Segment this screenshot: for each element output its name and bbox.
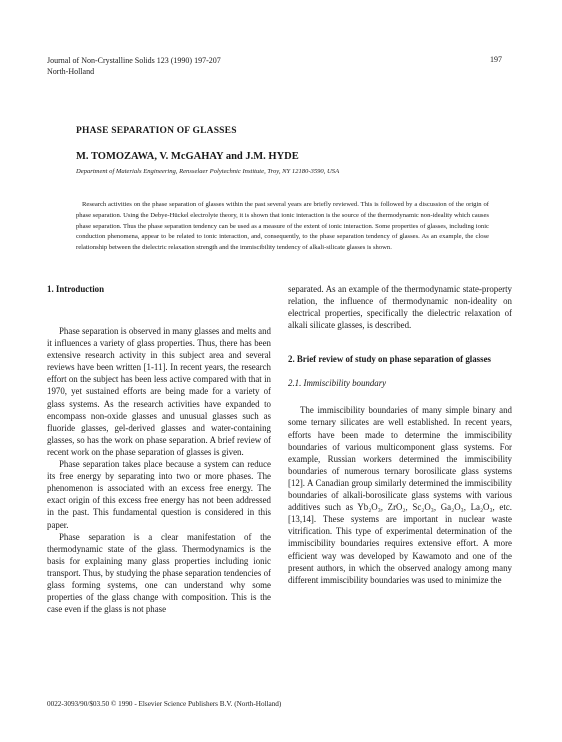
- paragraph: separated. As an example of the thermodynamic state-property relation, the influence of thermodynamic non-ideality on electrical properties, specifically the dielectric relaxation of alkali silicate glasses, is described.: [288, 284, 512, 331]
- subsection-heading-immiscibility: 2.1. Immiscibility boundary: [288, 378, 387, 389]
- page-number: 197: [490, 55, 502, 64]
- paragraph: Phase separation takes place because a system can reduce its free energy by separating into two or more phases. The phenomenon is associated with an excess free energy. The exact origin of this excess free energy has not been addressed in the past. This fundamental question is considered in this paper.: [47, 459, 271, 530]
- copyright-footer: 0022-3093/90/$03.50 © 1990 - Elsevier Science Publishers B.V. (North-Holland): [47, 700, 282, 708]
- paragraph: Phase separation is observed in many glasses and melts and it influences a variety of glass properties. Thus, there has been extensive research activity in this subject area and several reviews have been written [1-11]. In recent years, the research effort on the subject has been less active compared with that in 1970, yet sustained efforts are being made for a variety of glass systems. As the research activities have expanded to encompass non-oxide glasses and unusual glasses such as fluoride glasses, gel-derived glasses and water-containing glasses, so has the work on phase separation. A brief review of recent work on the phase separation of glasses is given.: [47, 326, 271, 457]
- publisher: North-Holland: [47, 67, 95, 76]
- section-heading-review: 2. Brief review of study on phase separation of glasses: [288, 354, 491, 365]
- journal-name: Journal of Non-Crystalline Solids 123 (1990) 197-207: [47, 56, 221, 65]
- right-column: [288, 283, 512, 586]
- left-column: [47, 283, 271, 615]
- abstract: Research activities on the phase separation of glasses within the past several years are briefly reviewed. This is followed by a discussion of the origin of phase separation. Using the Debye-Hückel electrolyte theory, it is shown that ionic interaction is the source of the thermodynamic non-ideality which causes phase separation. Thus the phase separation tendency can be used as a measure of the extent of ionic interaction. Some properties of glasses, including ionic conduction phenomena, appear to be related to ionic interaction, and, consequently, to the phase separation tendency of glasses. As an example, the close relationship between the dielectric relaxation strength and the immiscibility tendency of alkali-silicate glasses is shown.: [76, 201, 489, 252]
- paper-title: PHASE SEPARATION OF GLASSES: [76, 126, 237, 136]
- affiliation: Department of Materials Engineering, Rensselaer Polytechnic Institute, Troy, NY 12180-3590, USA: [76, 168, 340, 175]
- section-heading-introduction: 1. Introduction: [47, 284, 105, 294]
- authors: M. TOMOZAWA, V. McGAHAY and J.M. HYDE: [76, 151, 299, 162]
- paragraph: The immiscibility boundaries of many simple binary and some ternary silicates are well established. In recent years, efforts have been made to determine the immiscibility boundaries of various multicomponent glass systems. For example, Russian workers determined the immiscibility boundaries of numerous ternary borosilicate glass systems [12]. A Canadian group similarly determined the immiscibility boundaries of alkali-borosilicate glass systems with various additives such as Yb₂O₃, ZrO₂, Sc₂O₃, Ga₂O₃, La₂O₃, etc. [13,14]. These systems are important in nuclear waste vitrification. This type of experimental determination of the immiscibility boundaries requires extensive effort. A more efficient way was developed by Kawamoto and one of the present authors, in which the observed analogy among many different immiscibility boundaries was used to minimize the: [288, 405, 512, 585]
- paragraph: Phase separation is a clear manifestation of the thermodynamic state of the glass. Thermodynamics is the basis for explaining many glass properties including ionic transport. Thus, by studying the phase separation tendencies of glass forming systems, one can understand why some properties of the glass change with composition. This is the case even if the glass is not phase: [47, 531, 271, 615]
- journal-citation: [47, 55, 221, 77]
